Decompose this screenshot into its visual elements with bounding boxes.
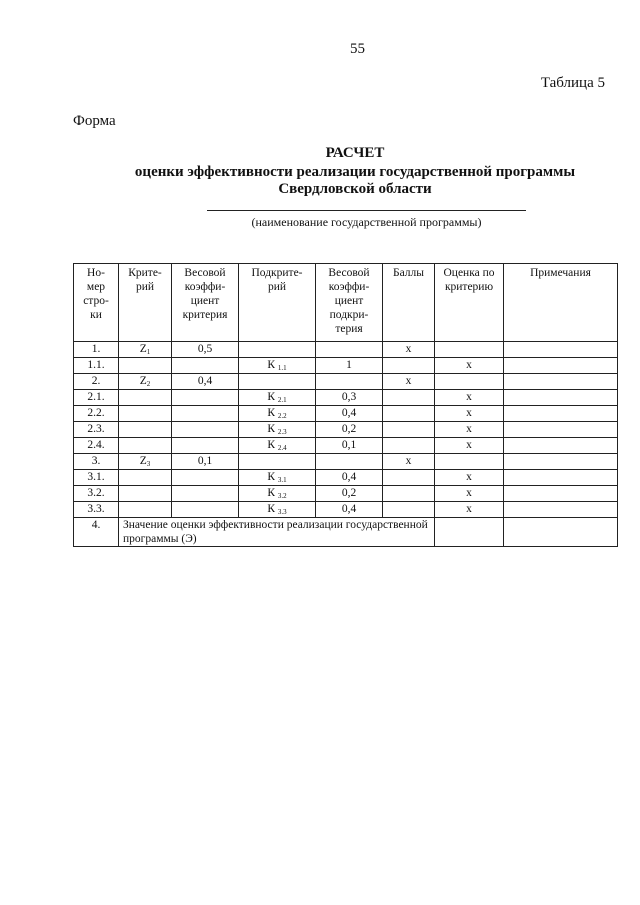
table-row xyxy=(74,406,618,422)
row-number-cell: 3.2. xyxy=(74,486,119,502)
criterion-weight-cell xyxy=(172,470,239,486)
criterion-weight-cell xyxy=(172,438,239,454)
notes-cell xyxy=(504,406,618,422)
subcriterion-index: 1.1 xyxy=(277,364,287,372)
header-points: Баллы xyxy=(383,264,435,342)
header-row-number: Но- мер стро- ки xyxy=(74,264,119,342)
criterion-score-cell: x xyxy=(435,486,504,502)
subcriterion-weight-cell: 0,4 xyxy=(316,502,383,518)
notes-cell xyxy=(504,518,618,547)
points-cell xyxy=(383,438,435,454)
row-number-cell: 3.3. xyxy=(74,502,119,518)
points-cell xyxy=(383,358,435,374)
criterion-weight-cell: 0,5 xyxy=(172,342,239,358)
criterion-score-cell xyxy=(435,374,504,390)
points-cell xyxy=(383,470,435,486)
table-row xyxy=(74,374,618,390)
table-row xyxy=(74,422,618,438)
criterion-score-cell: x xyxy=(435,470,504,486)
criterion-cell: Z3 xyxy=(119,454,172,470)
subcriterion-index: 2.1 xyxy=(277,396,287,404)
row-number-cell: 2.4. xyxy=(74,438,119,454)
criterion-score-cell: x xyxy=(435,438,504,454)
notes-cell xyxy=(504,438,618,454)
criterion-cell: Z2 xyxy=(119,374,172,390)
notes-cell xyxy=(504,342,618,358)
criterion-weight-cell xyxy=(172,358,239,374)
subcriterion-index: 2.3 xyxy=(277,428,287,436)
subcriterion-cell xyxy=(239,342,316,358)
notes-cell xyxy=(504,470,618,486)
subcriterion-weight-cell: 0,4 xyxy=(316,470,383,486)
subcriterion-cell: К 2.4 xyxy=(239,438,316,454)
criterion-weight-cell: 0,1 xyxy=(172,454,239,470)
row-number-cell: 2.3. xyxy=(74,422,119,438)
subcriterion-cell: К 2.2 xyxy=(239,406,316,422)
points-cell xyxy=(383,486,435,502)
criterion-score-cell xyxy=(435,518,504,547)
subcriterion-weight-cell xyxy=(316,374,383,390)
criterion-score-cell xyxy=(435,342,504,358)
table-row xyxy=(74,470,618,486)
subcriterion-weight-cell: 0,2 xyxy=(316,422,383,438)
table-row xyxy=(74,358,618,374)
subcriterion-cell xyxy=(239,374,316,390)
header-criterion: Крите- рий xyxy=(119,264,172,342)
criterion-weight-cell xyxy=(172,486,239,502)
criterion-weight-cell: 0,4 xyxy=(172,374,239,390)
table-header-row xyxy=(74,264,618,342)
points-cell xyxy=(383,390,435,406)
points-cell: x xyxy=(383,374,435,390)
notes-cell xyxy=(504,454,618,470)
points-cell: x xyxy=(383,454,435,470)
subcriterion-index: 3.1 xyxy=(277,476,287,484)
criterion-weight-cell xyxy=(172,390,239,406)
program-name-blank-line xyxy=(207,210,526,211)
subcriterion-index: 3.3 xyxy=(277,508,287,516)
form-label: Форма xyxy=(73,113,116,129)
table-label: Таблица 5 xyxy=(540,75,605,91)
points-cell xyxy=(383,406,435,422)
row-number-cell: 4. xyxy=(74,518,119,547)
row-number-cell: 1. xyxy=(74,342,119,358)
document-title: РАСЧЕТ xyxy=(325,145,385,161)
subcriterion-index: 2.2 xyxy=(277,412,287,420)
criterion-cell xyxy=(119,486,172,502)
points-cell xyxy=(383,502,435,518)
criterion-cell xyxy=(119,406,172,422)
calculation-table xyxy=(73,263,618,547)
criterion-score-cell: x xyxy=(435,390,504,406)
criterion-index: 1 xyxy=(146,348,151,356)
table-row xyxy=(74,390,618,406)
criterion-cell xyxy=(119,502,172,518)
subcriterion-cell: К 3.2 xyxy=(239,486,316,502)
criterion-cell xyxy=(119,390,172,406)
subcriterion-index: 2.4 xyxy=(277,444,287,452)
criterion-cell xyxy=(119,422,172,438)
row-number-cell: 3. xyxy=(74,454,119,470)
subcriterion-weight-cell xyxy=(316,454,383,470)
subcriterion-weight-cell: 0,3 xyxy=(316,390,383,406)
points-cell: x xyxy=(383,342,435,358)
criterion-score-cell xyxy=(435,454,504,470)
criterion-index: 3 xyxy=(146,460,151,468)
criterion-score-cell: x xyxy=(435,422,504,438)
notes-cell xyxy=(504,374,618,390)
subcriterion-cell: К 3.1 xyxy=(239,470,316,486)
subcriterion-weight-cell: 0,4 xyxy=(316,406,383,422)
subcriterion-cell: К 2.1 xyxy=(239,390,316,406)
document-subtitle-line2: Свердловской области xyxy=(278,181,432,197)
criterion-cell xyxy=(119,470,172,486)
row-number-cell: 2.1. xyxy=(74,390,119,406)
subcriterion-cell: К 3.3 xyxy=(239,502,316,518)
row-number-cell: 2. xyxy=(74,374,119,390)
criterion-weight-cell xyxy=(172,502,239,518)
criterion-index: 2 xyxy=(146,380,151,388)
criterion-cell xyxy=(119,438,172,454)
row-number-cell: 2.2. xyxy=(74,406,119,422)
subcriterion-weight-cell xyxy=(316,342,383,358)
table-row-total xyxy=(74,518,618,547)
criterion-weight-cell xyxy=(172,406,239,422)
table-row xyxy=(74,454,618,470)
header-criterion-weight: Весовой коэффи- циент критерия xyxy=(172,264,239,342)
header-criterion-score: Оценка по критерию xyxy=(435,264,504,342)
notes-cell xyxy=(504,390,618,406)
header-subcriterion: Подкрите- рий xyxy=(239,264,316,342)
header-notes: Примечания xyxy=(504,264,618,342)
header-subcriterion-weight: Весовой коэффи- циент подкри- терия xyxy=(316,264,383,342)
document-subtitle-line1: оценки эффективности реализации государственной программы xyxy=(134,164,576,180)
subcriterion-cell: К 1.1 xyxy=(239,358,316,374)
subcriterion-weight-cell: 0,2 xyxy=(316,486,383,502)
notes-cell xyxy=(504,486,618,502)
subcriterion-weight-cell: 0,1 xyxy=(316,438,383,454)
criterion-score-cell: x xyxy=(435,406,504,422)
table-row xyxy=(74,438,618,454)
points-cell xyxy=(383,422,435,438)
subcriterion-index: 3.2 xyxy=(277,492,287,500)
criterion-weight-cell xyxy=(172,422,239,438)
criterion-cell xyxy=(119,358,172,374)
total-label-cell: Значение оценки эффективности реализации государственной программы (Э) xyxy=(119,518,435,547)
criterion-score-cell: x xyxy=(435,358,504,374)
table-row xyxy=(74,502,618,518)
notes-cell xyxy=(504,422,618,438)
row-number-cell: 1.1. xyxy=(74,358,119,374)
notes-cell xyxy=(504,502,618,518)
subcriterion-cell xyxy=(239,454,316,470)
criterion-score-cell: x xyxy=(435,502,504,518)
row-number-cell: 3.1. xyxy=(74,470,119,486)
table-row xyxy=(74,486,618,502)
page-number: 55 xyxy=(350,41,365,57)
table-row xyxy=(74,342,618,358)
subcriterion-weight-cell: 1 xyxy=(316,358,383,374)
criterion-cell: Z1 xyxy=(119,342,172,358)
notes-cell xyxy=(504,358,618,374)
subcriterion-cell: К 2.3 xyxy=(239,422,316,438)
program-name-caption: (наименование государственной программы) xyxy=(251,215,482,229)
